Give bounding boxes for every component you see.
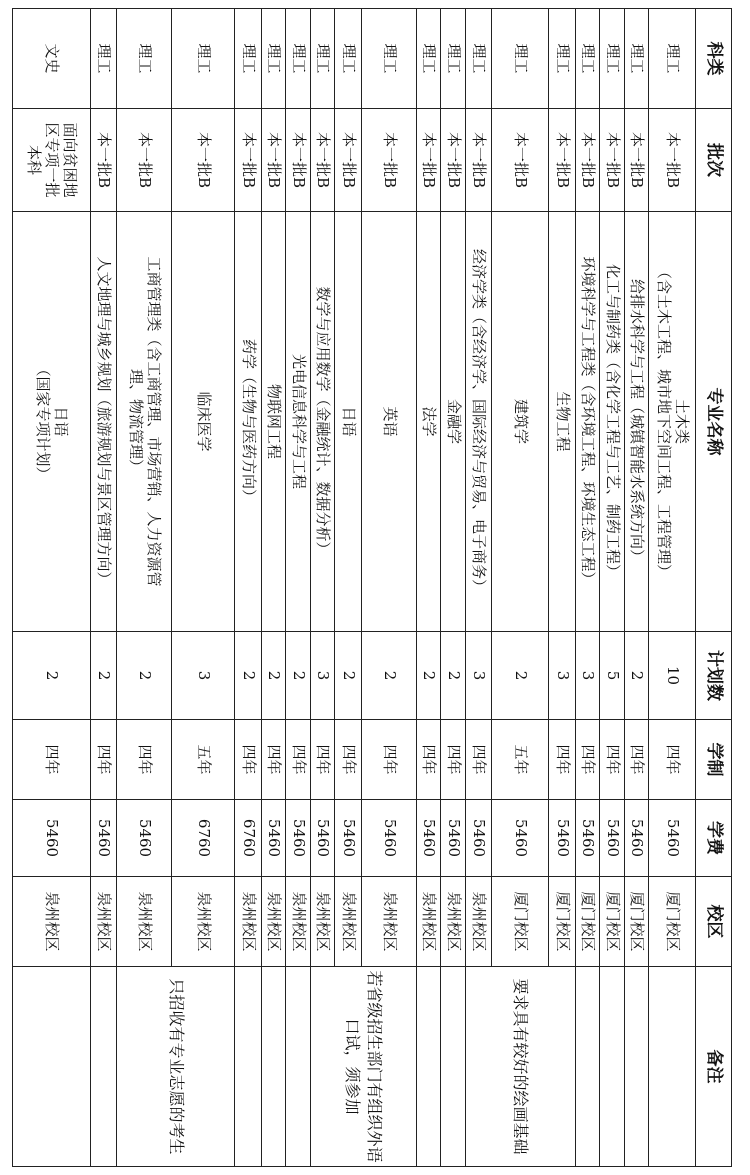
- major-line: 临床医学: [195, 391, 214, 452]
- campus-cell: 泉州校区: [235, 877, 262, 967]
- major-line: 法学: [420, 406, 439, 437]
- fee-cell: 5460: [90, 800, 117, 877]
- table-row: [261, 9, 285, 1167]
- fee-cell: 5460: [117, 800, 172, 877]
- years-cell: 四年: [90, 720, 117, 800]
- campus-cell: 厦门校区: [624, 877, 648, 967]
- batch-cell: 本一批B: [575, 109, 599, 212]
- plan-cell: 3: [549, 632, 576, 720]
- table-row: [441, 9, 465, 1167]
- batch-cell: 本一批B: [624, 109, 648, 212]
- plan-cell: 3: [575, 632, 599, 720]
- table-row: [13, 9, 91, 1167]
- years-cell: 四年: [441, 720, 465, 800]
- category-cell: 理工: [90, 9, 117, 109]
- batch-cell: 本一批B: [492, 109, 549, 212]
- batch-cell: 本一批B: [416, 109, 440, 212]
- category-cell: 理工: [335, 9, 362, 109]
- plan-cell: 5: [600, 632, 624, 720]
- major-line: 理、物流管理）: [127, 368, 146, 474]
- major-line: 金融学: [444, 398, 463, 444]
- plan-cell: 3: [465, 632, 492, 720]
- years-cell: 四年: [117, 720, 172, 800]
- fee-cell: 5460: [649, 800, 696, 877]
- major-cell: [172, 212, 235, 632]
- campus-cell: 泉州校区: [310, 877, 334, 967]
- major-line: （国家专项计划）: [34, 361, 53, 482]
- category-cell: 理工: [492, 9, 549, 109]
- campus-cell: 泉州校区: [441, 877, 465, 967]
- header-major: 专业名称: [696, 212, 732, 632]
- major-cell: [549, 212, 576, 632]
- major-cell: [361, 212, 416, 632]
- category-cell: 理工: [624, 9, 648, 109]
- table-row: [600, 9, 624, 1167]
- major-line: （含土木工程、城市地下空间工程、工程管理）: [655, 263, 674, 579]
- years-cell: 四年: [286, 720, 310, 800]
- major-line: 环境科学与工程类（含环境工程、环境生态工程）: [579, 256, 598, 587]
- campus-cell: 厦门校区: [549, 877, 576, 967]
- fee-cell: 5460: [624, 800, 648, 877]
- batch-cell: 本一批B: [465, 109, 492, 212]
- fee-cell: 5460: [310, 800, 334, 877]
- header-category: 科类: [696, 9, 732, 109]
- note-cell: [286, 967, 310, 1167]
- note-cell: [600, 967, 624, 1167]
- category-cell: 理工: [465, 9, 492, 109]
- category-cell: 理工: [172, 9, 235, 109]
- years-cell: 四年: [549, 720, 576, 800]
- note-cell: [13, 967, 91, 1167]
- fee-cell: 5460: [492, 800, 549, 877]
- fee-cell: 5460: [549, 800, 576, 877]
- note-cell: [90, 967, 117, 1167]
- plan-cell: 2: [416, 632, 440, 720]
- table-row: [172, 9, 235, 1167]
- campus-cell: 泉州校区: [335, 877, 362, 967]
- note-cell: [575, 967, 599, 1167]
- batch-cell: 本一批B: [117, 109, 172, 212]
- note-cell: 若省级招生部门有组织外语口试，须参加: [310, 967, 416, 1167]
- years-cell: 五年: [172, 720, 235, 800]
- batch-cell: 本一批B: [549, 109, 576, 212]
- campus-cell: 厦门校区: [492, 877, 549, 967]
- rotated-page: [12, 8, 732, 1166]
- header-note: 备注: [696, 967, 732, 1167]
- plan-cell: 2: [90, 632, 117, 720]
- plan-cell: 2: [441, 632, 465, 720]
- header-years: 学制: [696, 720, 732, 800]
- major-line: 药学（生物与医药方向）: [239, 338, 258, 504]
- table-row: [575, 9, 599, 1167]
- category-cell: 理工: [575, 9, 599, 109]
- category-cell: 理工: [600, 9, 624, 109]
- table-body: [13, 9, 696, 1167]
- batch-line: 本科: [25, 144, 44, 175]
- major-line: 数学与应用数学（金融统计、数据分析）: [314, 286, 333, 557]
- note-cell: [649, 967, 696, 1167]
- major-cell: [335, 212, 362, 632]
- batch-cell: 本一批B: [235, 109, 262, 212]
- plan-cell: 2: [286, 632, 310, 720]
- plan-cell: 3: [310, 632, 334, 720]
- years-cell: 四年: [361, 720, 416, 800]
- fee-cell: 5460: [575, 800, 599, 877]
- batch-cell: [13, 109, 91, 212]
- major-cell: [575, 212, 599, 632]
- table-row: [624, 9, 648, 1167]
- major-cell: [286, 212, 310, 632]
- years-cell: 四年: [649, 720, 696, 800]
- major-line: 日语: [339, 406, 358, 437]
- campus-cell: 厦门校区: [649, 877, 696, 967]
- plan-cell: 2: [361, 632, 416, 720]
- plan-cell: 2: [624, 632, 648, 720]
- major-line: 经济学类（含经济学、国际经济与贸易、电子商务）: [470, 248, 489, 594]
- table-row: [416, 9, 440, 1167]
- campus-cell: 厦门校区: [575, 877, 599, 967]
- batch-cell: 本一批B: [261, 109, 285, 212]
- category-cell: 理工: [549, 9, 576, 109]
- table-row: [361, 9, 416, 1167]
- fee-cell: 6760: [172, 800, 235, 877]
- campus-cell: 泉州校区: [286, 877, 310, 967]
- note-cell: [441, 967, 465, 1167]
- fee-cell: 5460: [286, 800, 310, 877]
- enrollment-plan-table: [12, 8, 732, 1167]
- plan-cell: 2: [261, 632, 285, 720]
- batch-line: 区专项一批: [43, 122, 62, 198]
- campus-cell: 泉州校区: [465, 877, 492, 967]
- fee-cell: 5460: [441, 800, 465, 877]
- batch-cell: 本一批B: [649, 109, 696, 212]
- campus-cell: 泉州校区: [117, 877, 172, 967]
- major-cell: [235, 212, 262, 632]
- years-cell: 四年: [13, 720, 91, 800]
- batch-cell: 本一批B: [361, 109, 416, 212]
- major-line: 化工与制药类（含化学工程与工艺、制药工程）: [603, 263, 622, 579]
- plan-cell: 2: [235, 632, 262, 720]
- years-cell: 四年: [335, 720, 362, 800]
- years-cell: 四年: [624, 720, 648, 800]
- campus-cell: 厦门校区: [600, 877, 624, 967]
- years-cell: 四年: [600, 720, 624, 800]
- years-cell: 四年: [310, 720, 334, 800]
- category-cell: 理工: [235, 9, 262, 109]
- fee-cell: 6760: [235, 800, 262, 877]
- campus-cell: 泉州校区: [416, 877, 440, 967]
- batch-cell: 本一批B: [310, 109, 334, 212]
- table-row: [286, 9, 310, 1167]
- fee-cell: 5460: [261, 800, 285, 877]
- category-cell: 文史: [13, 9, 91, 109]
- category-cell: 理工: [649, 9, 696, 109]
- table-row: [549, 9, 576, 1167]
- batch-cell: 本一批B: [90, 109, 117, 212]
- years-cell: 四年: [465, 720, 492, 800]
- category-cell: 理工: [361, 9, 416, 109]
- campus-cell: 泉州校区: [13, 877, 91, 967]
- note-cell: [416, 967, 440, 1167]
- category-cell: 理工: [441, 9, 465, 109]
- major-line: 物联网工程: [265, 383, 284, 459]
- fee-cell: 5460: [13, 800, 91, 877]
- note-cell: [261, 967, 285, 1167]
- header-batch: 批次: [696, 109, 732, 212]
- major-cell: [90, 212, 117, 632]
- category-cell: 理工: [286, 9, 310, 109]
- table-row: [649, 9, 696, 1167]
- major-cell: [492, 212, 549, 632]
- category-cell: 理工: [310, 9, 334, 109]
- category-cell: 理工: [416, 9, 440, 109]
- years-cell: 四年: [261, 720, 285, 800]
- campus-cell: 泉州校区: [261, 877, 285, 967]
- major-line: 光电信息科学与工程: [289, 353, 308, 489]
- batch-cell: 本一批B: [172, 109, 235, 212]
- major-line: 人文地理与城乡规划（旅游规划与景区管理方向）: [95, 256, 114, 587]
- fee-cell: 5460: [335, 800, 362, 877]
- plan-cell: 2: [492, 632, 549, 720]
- major-cell: [310, 212, 334, 632]
- batch-cell: 本一批B: [335, 109, 362, 212]
- note-cell: [624, 967, 648, 1167]
- major-line: 日语: [52, 406, 70, 437]
- plan-cell: 10: [649, 632, 696, 720]
- major-cell: [441, 212, 465, 632]
- fee-cell: 5460: [416, 800, 440, 877]
- header-plan: 计划数: [696, 632, 732, 720]
- plan-cell: 2: [13, 632, 91, 720]
- header-fee: 学费: [696, 800, 732, 877]
- major-line: 土木类: [672, 398, 691, 444]
- batch-cell: 本一批B: [600, 109, 624, 212]
- plan-cell: 3: [172, 632, 235, 720]
- fee-cell: 5460: [361, 800, 416, 877]
- header-campus: 校区: [696, 877, 732, 967]
- major-line: 给排水科学与工程（城镇智能水系统方向）: [628, 278, 647, 564]
- table-row: [90, 9, 117, 1167]
- plan-cell: 2: [335, 632, 362, 720]
- years-cell: 五年: [492, 720, 549, 800]
- note-cell: 要求具有较好的绘画基础: [465, 967, 575, 1167]
- years-cell: 四年: [575, 720, 599, 800]
- major-line: 工商管理类（含工商管理、市场营销、人力资源管: [144, 256, 163, 587]
- batch-line: 面向贫困地: [60, 122, 79, 198]
- plan-cell: 2: [117, 632, 172, 720]
- major-cell: [600, 212, 624, 632]
- batch-cell: 本一批B: [441, 109, 465, 212]
- major-cell: [624, 212, 648, 632]
- fee-cell: 5460: [465, 800, 492, 877]
- category-cell: 理工: [117, 9, 172, 109]
- campus-cell: 泉州校区: [361, 877, 416, 967]
- major-line: 建筑学: [512, 398, 531, 444]
- campus-cell: 泉州校区: [90, 877, 117, 967]
- table-row: [235, 9, 262, 1167]
- major-cell: [261, 212, 285, 632]
- fee-cell: 5460: [600, 800, 624, 877]
- years-cell: 四年: [235, 720, 262, 800]
- years-cell: 四年: [416, 720, 440, 800]
- header-row: [696, 9, 732, 1167]
- batch-cell: 本一批B: [286, 109, 310, 212]
- major-cell: [649, 212, 696, 632]
- major-cell: [117, 212, 172, 632]
- major-line: 生物工程: [553, 391, 572, 452]
- note-cell: [235, 967, 262, 1167]
- major-cell: [416, 212, 440, 632]
- major-line: 英语: [380, 406, 399, 437]
- major-cell: [13, 212, 91, 632]
- category-cell: 理工: [261, 9, 285, 109]
- note-cell: 只招收有专业志愿的考生: [117, 967, 235, 1167]
- major-cell: [465, 212, 492, 632]
- campus-cell: 泉州校区: [172, 877, 235, 967]
